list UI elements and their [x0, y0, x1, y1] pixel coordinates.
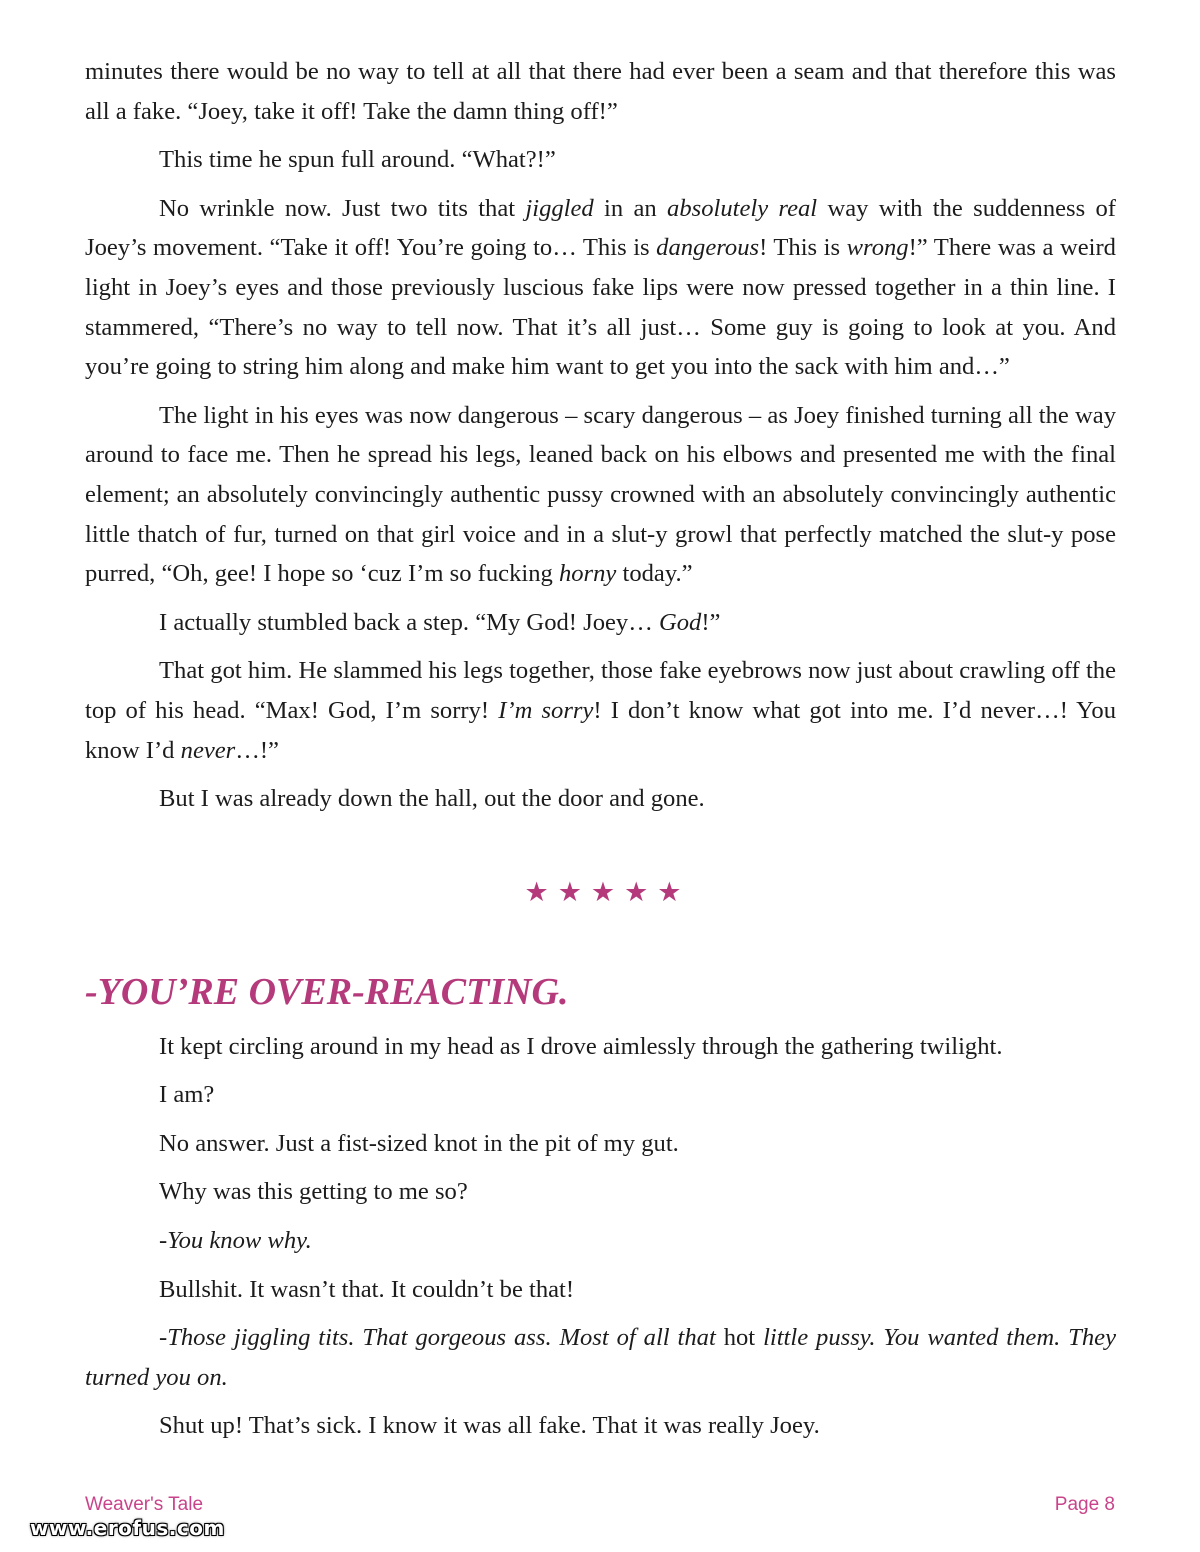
italic-run: dangerous	[656, 234, 760, 262]
text-run: ! I don’t know what got into me. I’d never…! You know I’d	[85, 696, 1116, 764]
text-run: The light in his eyes was now dangerous – scary dangerous – as Joey finished turning all the way around to face me. Then he spread his legs, leaned back on his elbows and presented me with the final element; an absolutely convincingly authentic pussy crowned with an absolutely convincingly authentic little thatch of fur, turned on that girl voice and in a slut-y growl that perfectly matched the slut-y pose purred, “Oh, gee! I hope so ‘cuz I’m so fucking	[85, 401, 1116, 588]
watermark: www.erofus.com	[30, 1516, 225, 1540]
italic-run: horny	[558, 560, 617, 588]
italic-run: wrong	[846, 234, 909, 262]
paragraph	[85, 189, 1116, 387]
text-run: hot	[715, 1324, 764, 1352]
paragraph	[85, 1172, 1116, 1212]
text-run: Shut up! That’s sick. I know it was all fake. That it was really Joey.	[159, 1412, 820, 1440]
paragraph	[85, 1270, 1116, 1310]
italic-run: God	[658, 608, 702, 636]
text-run: It kept circling around in my head as I drove aimlessly through the gathering twilight.	[159, 1032, 1003, 1060]
paragraph	[85, 1406, 1116, 1446]
story-section-1	[85, 52, 1116, 819]
paragraph	[85, 651, 1116, 770]
paragraph	[85, 1124, 1116, 1164]
section-separator-stars: ★★★★★	[524, 876, 691, 908]
page-content	[85, 52, 1116, 1455]
italic-run: I’m sorry	[498, 696, 594, 724]
text-run: Bullshit. It wasn’t that. It couldn’t be that!	[159, 1275, 575, 1303]
italic-run: little pussy. You wanted them. They turned you on.	[85, 1324, 1116, 1391]
paragraph	[85, 779, 1116, 819]
footer-book-title: Weaver's Tale	[85, 1494, 204, 1515]
text-run: Why was this getting to me so?	[159, 1178, 468, 1206]
paragraph	[85, 396, 1116, 594]
paragraph	[85, 1221, 1116, 1261]
text-run: That got him. He slammed his legs together, those fake eyebrows now just about crawling off the top of his head. “Max! God, I’m sorry!	[85, 657, 1116, 724]
text-run: today.”	[616, 560, 693, 588]
paragraph	[85, 52, 1116, 131]
text-run: !” There was a weird light in Joey’s eyes and those previously luscious fake lips were now pressed together in a thin line. I stammered, “There’s no way to tell now. That it’s all just… Some guy is going to look at you. And you’re going to string him along and make him want to get you into the sack with him and…”	[85, 234, 1116, 381]
paragraph	[85, 1318, 1116, 1397]
text-run: But I was already down the hall, out the door and gone.	[159, 785, 705, 813]
paragraph	[85, 140, 1116, 180]
text-run: way with the suddenness of Joey’s movement. “Take it off! You’re going to… This is	[85, 194, 1116, 262]
italic-run: never	[180, 736, 236, 764]
paragraph	[85, 1075, 1116, 1115]
story-section-2	[85, 1027, 1116, 1446]
italic-run: absolutely real	[667, 194, 818, 222]
text-run: No wrinkle now. Just two tits that	[159, 194, 526, 222]
text-run: in an	[593, 194, 668, 222]
text-run: This time he spun full around. “What?!”	[159, 146, 556, 174]
paragraph	[85, 1027, 1116, 1067]
text-run: minutes there would be no way to tell at all that there had ever been a seam and that therefore this was all a fake. “Joey, take it off! Take the damn thing off!”	[85, 58, 1116, 125]
footer-page-number: Page 8	[1054, 1494, 1115, 1515]
italic-run: jiggled	[525, 194, 594, 222]
section-heading: -YOU’RE OVER-REACTING.	[85, 970, 569, 1013]
text-run: No answer. Just a fist-sized knot in the pit of my gut.	[159, 1129, 679, 1157]
text-run: I actually stumbled back a step. “My God! Joey…	[159, 608, 659, 636]
paragraph	[85, 603, 1116, 643]
italic-run: -Those jiggling tits. That gorgeous ass. Most of all that	[159, 1324, 716, 1352]
italic-run: -You know why.	[159, 1227, 312, 1255]
text-run: !”	[701, 608, 721, 636]
text-run: ! This is	[759, 234, 847, 262]
text-run: …!”	[235, 736, 279, 764]
text-run: I am?	[159, 1081, 215, 1109]
